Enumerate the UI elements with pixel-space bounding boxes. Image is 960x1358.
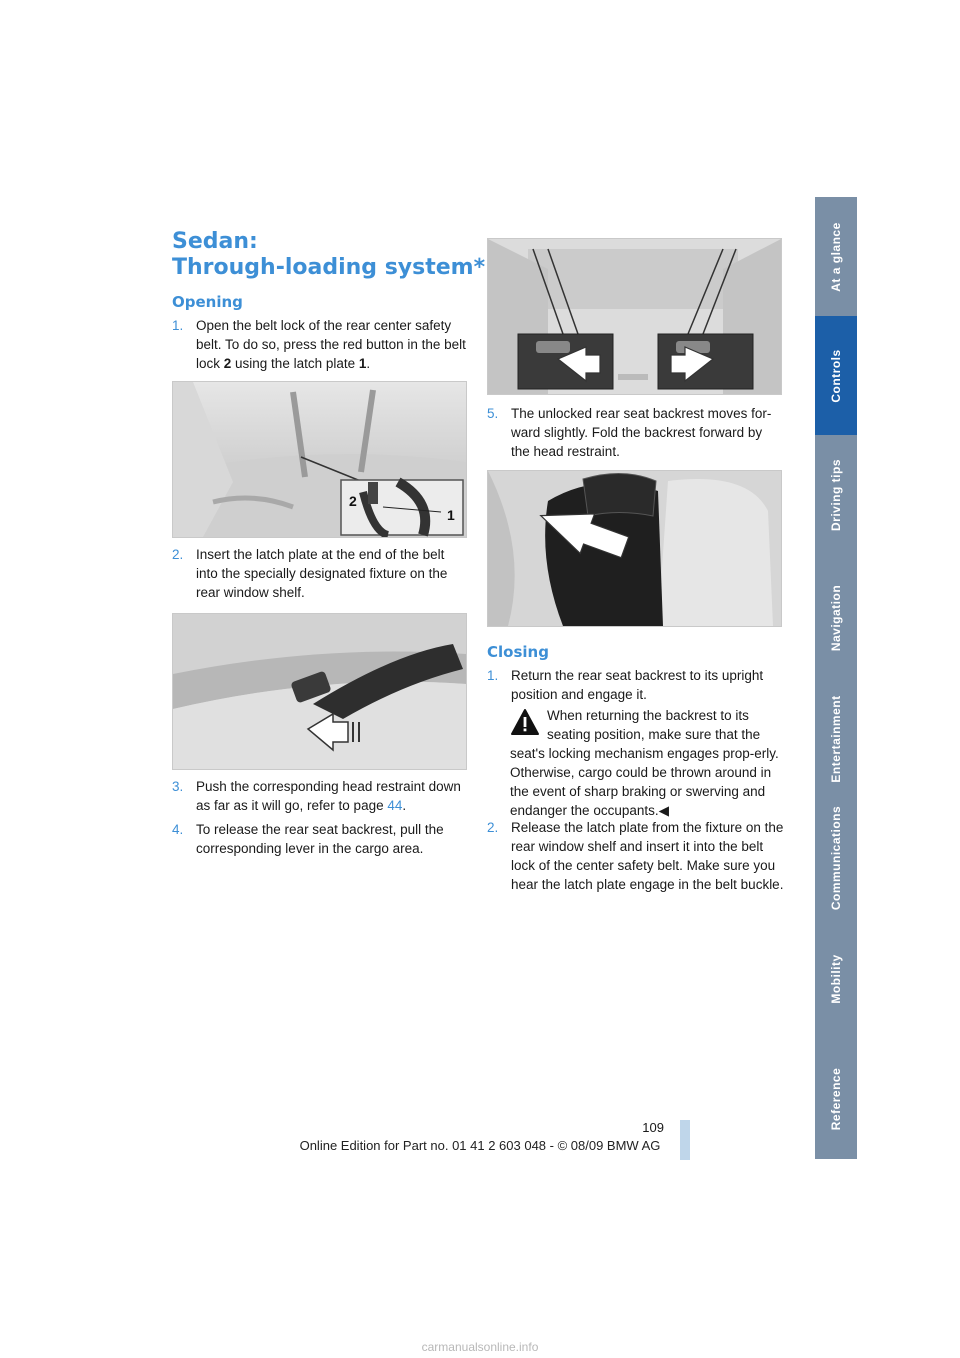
step-number: 4. [172, 822, 184, 837]
ref-1: 1 [358, 356, 367, 371]
step-number: 1. [487, 668, 499, 683]
page-link-44[interactable]: 44 [387, 798, 403, 813]
closing-heading: Closing [487, 643, 549, 661]
label-2: 2 [349, 493, 357, 509]
opening-heading: Opening [172, 293, 243, 311]
end-marker: ◀ [658, 803, 670, 818]
warning-icon [510, 708, 540, 736]
page-title [172, 229, 485, 281]
opening-step-5: 5. The unlocked rear seat backrest moves for-ward slightly. Fold the backrest forward by the head restraint. [487, 406, 772, 459]
step-number: 3. [172, 779, 184, 794]
closing-step-2: 2. Release the latch plate from the fixture on the rear window shelf and insert it into the belt lock of the center safety belt. Make sure you hear the latch plate engage in the belt buckle. [487, 820, 784, 892]
step-number: 5. [487, 406, 499, 421]
page-number: 109 [642, 1120, 664, 1135]
closing-step-1: 1. Return the rear seat backrest to its upright position and engage it. [487, 668, 764, 702]
warning-text: seat's locking mechanism engages prop-erly. Otherwise, cargo could be thrown around in the event of sharp braking or swerving and endanger the occupants.◀ [510, 746, 779, 818]
tab-communications[interactable]: Communications [815, 797, 857, 921]
step-number: 1. [172, 318, 184, 333]
title-line-2: Through-loading system* [172, 255, 486, 280]
step-number: 2. [487, 820, 499, 835]
tab-reference[interactable]: Reference [815, 1039, 857, 1161]
tab-at-a-glance[interactable]: At a glance [815, 197, 857, 318]
belt-lock-image [172, 381, 467, 538]
tab-controls[interactable]: Controls [815, 316, 857, 437]
step-number: 2. [172, 547, 184, 562]
label-1: 1 [447, 507, 455, 523]
warning-lead: When returning the backrest to its seating position, make sure that the [547, 708, 761, 742]
opening-step-4: 4. To release the rear seat backrest, pull the corresponding lever in the cargo area. [172, 822, 444, 856]
opening-step-1: 1. Open the belt lock of the rear center safety belt. To do so, press the red button in the belt lock 2 using the latch plate 1. [172, 318, 466, 371]
cargo-area-levers-image [487, 238, 782, 395]
window-shelf-image [172, 613, 467, 770]
ref-2: 2 [223, 356, 232, 371]
tab-driving-tips[interactable]: Driving tips [815, 435, 857, 557]
watermark: carmanualsonline.info [421, 1340, 539, 1354]
tab-mobility[interactable]: Mobility [815, 919, 857, 1041]
title-line-1: Sedan: [172, 229, 258, 254]
fold-backrest-image [487, 470, 782, 627]
opening-step-2: 2. Insert the latch plate at the end of the belt into the specially designated fixture on the rear window shelf. [172, 547, 448, 600]
opening-step-3: 3. Push the corresponding head restraint down as far as it will go, refer to page 44. [172, 779, 461, 813]
footer-text: Online Edition for Part no. 01 41 2 603 048 - © 08/09 BMW AG [299, 1138, 661, 1153]
tab-entertainment[interactable]: Entertainment [815, 680, 857, 799]
tab-navigation[interactable]: Navigation [815, 555, 857, 682]
